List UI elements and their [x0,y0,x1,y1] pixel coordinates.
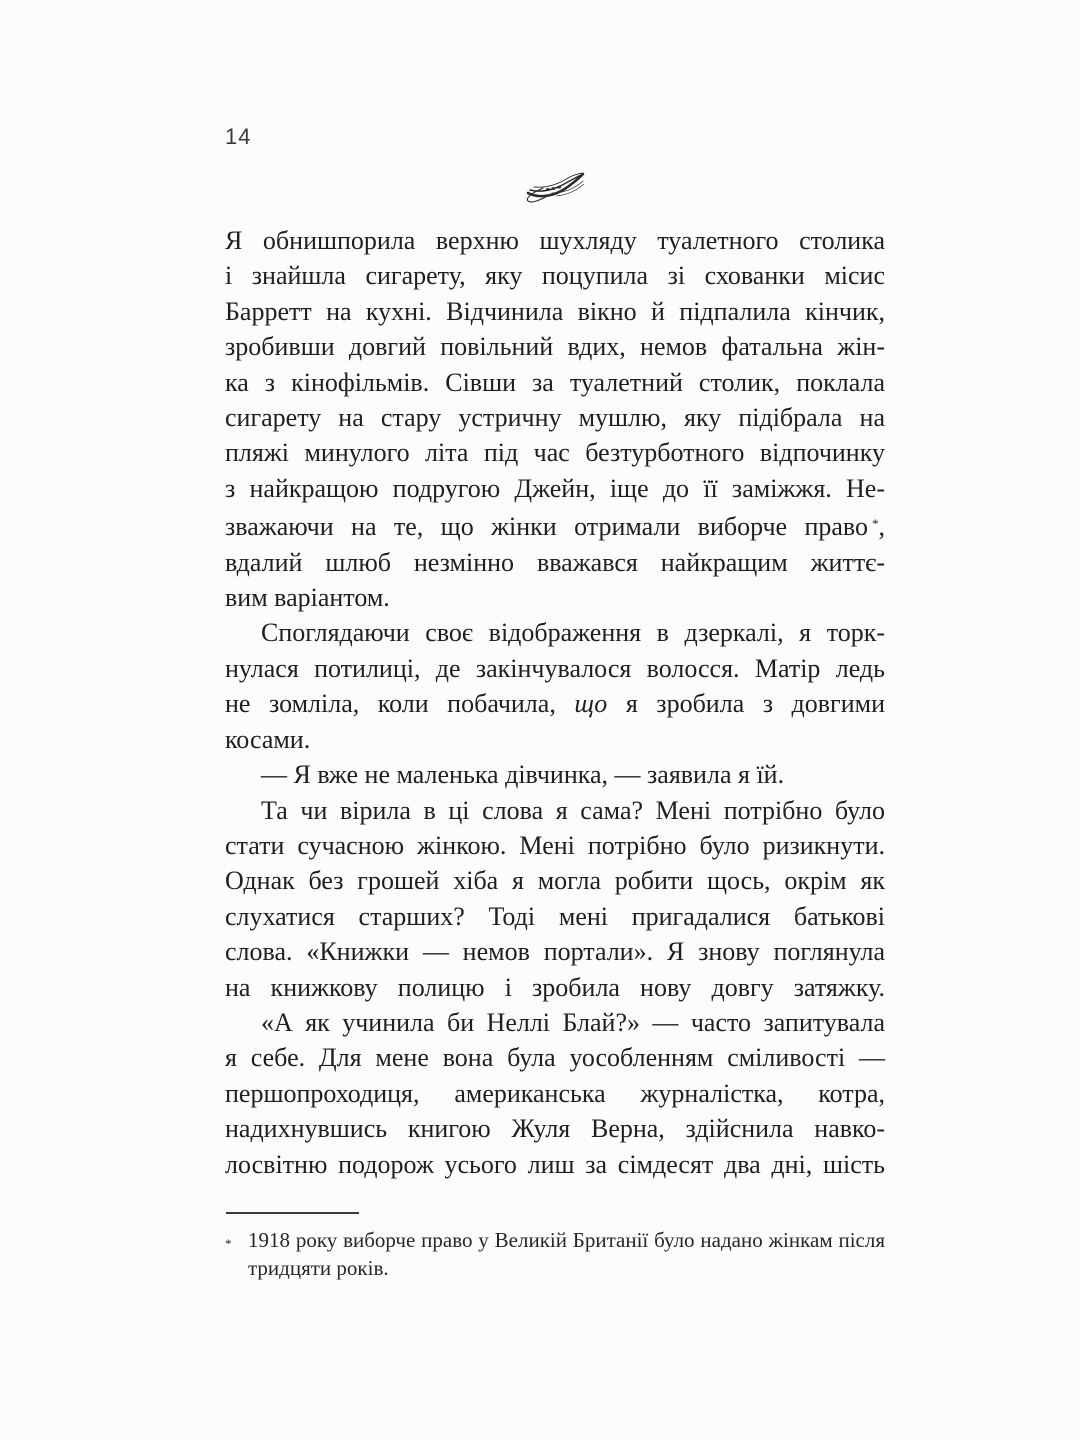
footnote-rule [226,1212,359,1214]
text-line: Барретт на кухні. Відчинила вікно й підпалила кінчик, [225,296,885,326]
text-line: лосвітню подорож усього лиш за сімдесят два дні, шість [225,1149,885,1179]
text-line: «А як учинила би Неллі Блай?» — часто запитувала [261,1007,885,1037]
text-line: нулася потилиці, де закінчувалося волосся. Матір ледь [225,653,885,683]
footnote [225,1212,885,1282]
text-line: першопроходиця, американська журналістка, котра, [225,1078,885,1108]
text-line: я себе. Для мене вона була уособленням сміливості — [225,1043,885,1073]
text-line: не зомліла, коли побачила, що я зробила з довгими [225,689,885,719]
text-line: Однак без грошей хіба я могла робити щось, окрім як [225,866,885,896]
text-line: з найкращою подругою Джейн, іще до її заміжжя. Не- [225,473,885,503]
flourish-swirl-icon [521,166,587,208]
text-line: зробивши довгий повільний вдих, немов фатальна жін- [225,332,885,362]
text-line: зважаючи на те, що жінки отримали виборче право *, [225,512,885,542]
text-line: 1918 року виборче право у Великій Британії було надано жінкам після [248,1228,885,1252]
text-line: на книжкову полицю і зробила нову довгу затяжку. [225,972,885,1002]
footnote-marker: * [225,1236,232,1251]
text-line: — Я вже не маленька дівчинка, — заявила я їй. [261,760,785,790]
text-line: сигарету на стару устричну мушлю, яку підібрала на [225,403,885,433]
page-number: 14 [225,124,252,149]
text-line: тридцяти років. [248,1255,389,1280]
text-line: стати сучасною жінкою. Мені потрібно було ризикнути. [225,830,885,860]
text-line: і знайшла сигарету, яку поцупила зі схованки місис [225,261,885,291]
footnote-lines [248,1227,885,1282]
text-line: Та чи вірила в ці слова я сама? Мені потрібно було [261,795,885,825]
text-line: надихнувшись книгою Жуля Верна, здійснила навко- [225,1114,885,1144]
footnote-reference-asterisk: * [872,516,879,532]
footnote-body [225,1227,885,1282]
text-line: ка з кінофільмів. Сівши за туалетний столик, поклала [225,367,885,397]
text-line: пляжі минулого літа під час безтурботного відпочинку [225,438,885,468]
body-text [225,223,885,1182]
text-line: слова. «Книжки — немов портали». Я знову поглянула [225,937,885,967]
text-line: косами. [225,724,311,754]
text-line: Я обнишпорила верхню шухляду туалетного столика [225,226,885,255]
text-line: Споглядаючи своє відображення в дзеркалі, я торк- [261,618,885,648]
text-line: слухатися старших? Тоді мені пригадалися батькові [225,901,885,931]
text-line: вим варіантом. [225,583,390,613]
text-line: вдалий шлюб незмінно вважався найкращим життє- [225,547,885,577]
